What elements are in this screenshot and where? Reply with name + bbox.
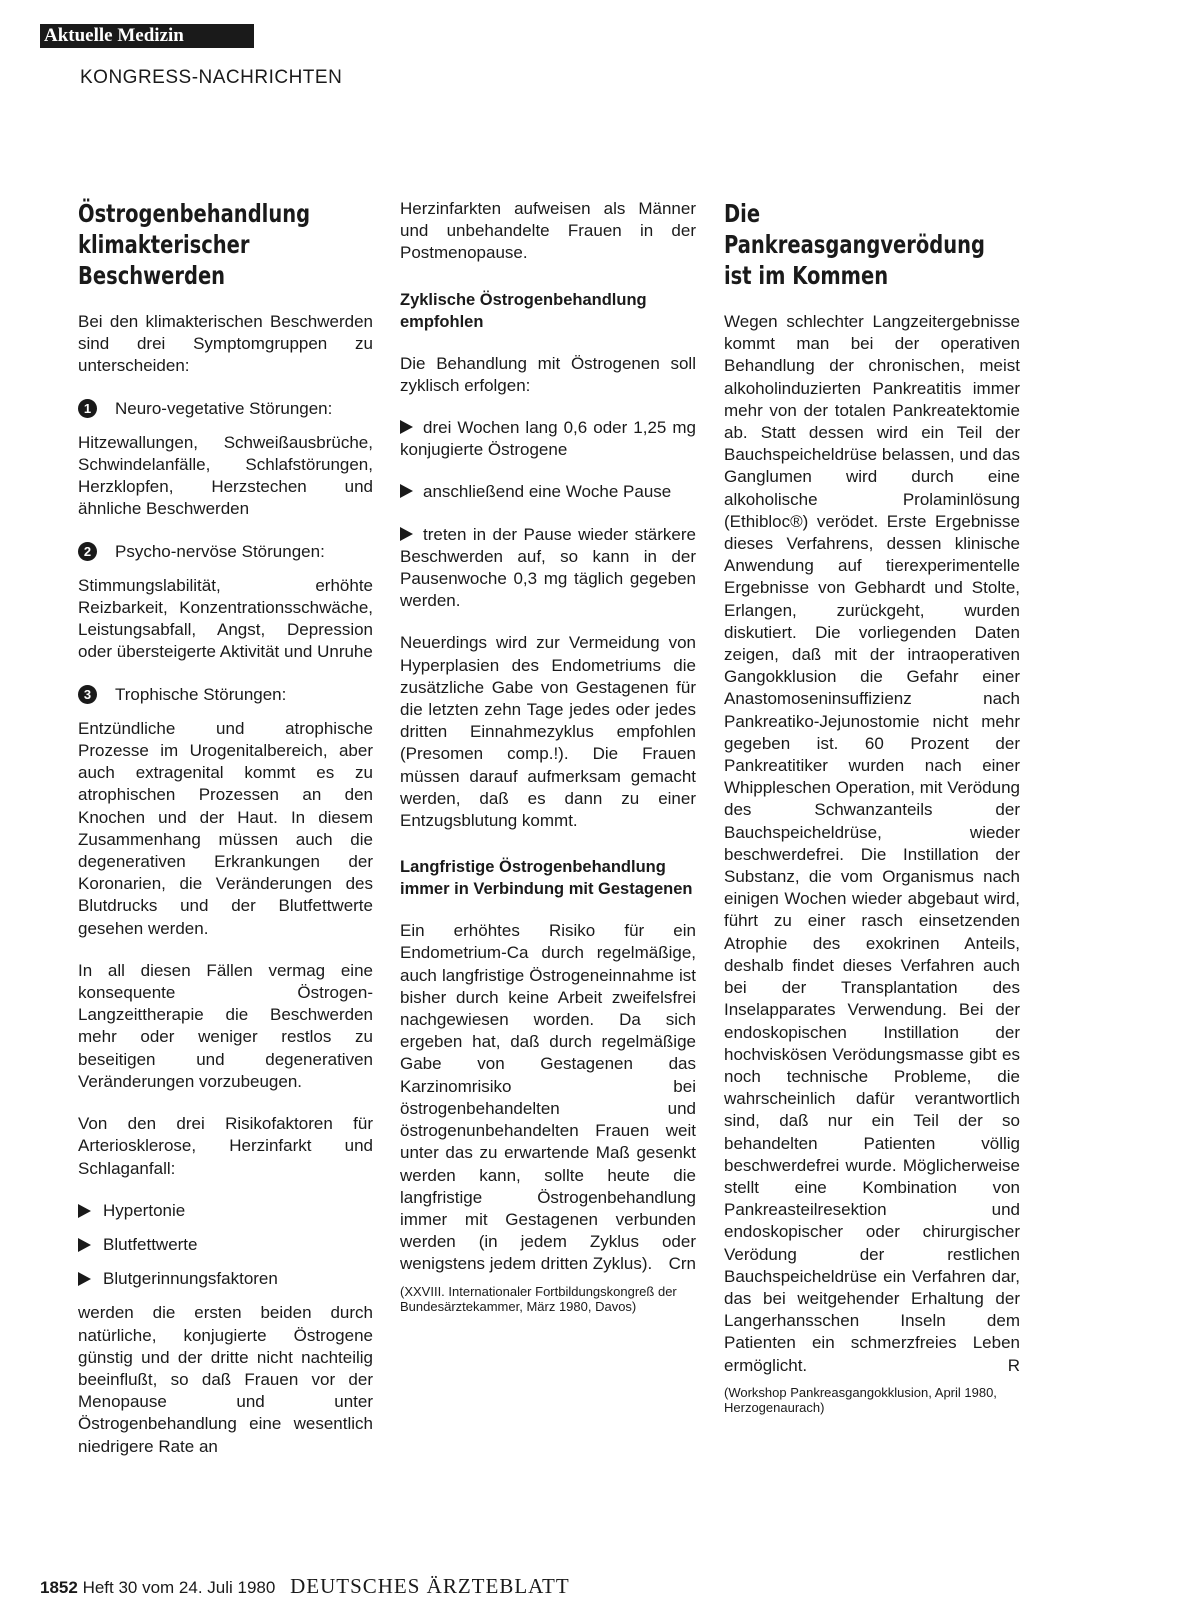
column-1 — [78, 198, 373, 1458]
triangle-bullet-icon — [78, 1238, 91, 1252]
article2-body — [724, 311, 1020, 1377]
triangle-bullet-icon — [400, 420, 413, 434]
symptom-group-text: Entzündliche und atrophische Prozesse im Urogenitalbereich, aber auch extragenital kommt es zu atrophischen Prozessen an den Knochen und der Haut. In diesem Zusammenhang müssen auch die degenerativen Erkrankungen der Koronarien, die Veränderungen des Blutdrucks und der Blutfettwerte gesehen werden. — [78, 718, 373, 938]
section-title: KONGRESS-NACHRICHTEN — [80, 67, 343, 88]
symptom-group-text: Hitzewallungen, Schweißausbrüche, Schwindelanfälle, Schlafstörungen, Herzklopfen, Herzstechen und ähnliche Beschwerden — [78, 432, 373, 519]
article1-paragraph — [400, 920, 696, 1275]
symptom-group-heading — [78, 398, 373, 420]
article2-title-line: ist im Kommen — [724, 261, 889, 290]
article1-paragraph: In all diesen Fällen vermag eine konsequente Östrogen-Langzeittherapie die Beschwerden mehr oder weniger restlos zu beseitigen und degenerativen Veränderungen vorzubeugen. — [78, 960, 373, 1091]
page-footer — [40, 1574, 570, 1599]
cycle-item-text: anschließend eine Woche Pause — [423, 482, 672, 502]
symptom-group-label: Psycho-nervöse Störungen: — [115, 541, 325, 561]
section-label: Aktuelle Medizin — [40, 24, 254, 48]
risk-item — [78, 1200, 373, 1222]
triangle-bullet-icon — [400, 527, 413, 541]
cycle-item-text: treten in der Pause wieder stärkere Beschwerden auf, so kann in der Pausenwoche 0,3 mg täglich gegeben werden. — [400, 524, 696, 611]
column-2 — [400, 198, 696, 1314]
article1-subheading: Zyklische Östrogenbehandlung empfohlen — [400, 290, 647, 331]
number-badge-icon: 2 — [78, 542, 97, 561]
article2-body-text: Wegen schlechter Langzeitergebnisse kommt man bei der operativen Behandlung der chronischen, meist alkoholinduzierten Pankreatitis immer mehr von der totalen Pankreatektomie ab. Statt dessen wird ein Teil der Bauchspeicheldrüse belassen, und das Ganglumen wird durch eine alkoholische Prolaminlösung (Ethibloc®) verödet. Erste Ergebnisse dieses Verfahrens, dessen klinische Anwendung auf tierexperimentelle Ergebnisse von Gebhardt und Stolte, Erlangen, zurückgeht, wurden diskutiert. Die vorliegenden Daten zeigen, daß mit der intraoperativen Gangokklusion die Gefahr einer Anastomoseninsuffizienz nach Pankreatiko-Jejunostomie nicht mehr gegeben ist. 60 Prozent der Pankreatitiker wurden nach einer Whippleschen Operation, mit Verödung des Schwanzanteils der Bauchspeicheldrüse, wieder beschwerdefrei. Die Instillation der Substanz, die vom Organismus nach einigen Wochen wieder abgebaut wird, führt zu einer rasch einsetzenden Atrophie des exokrinen Anteils, deshalb findet dieses Verfahren auch bei der Transplantation des Inselapparates Verwendung. Bei der endoskopischen Instillation der hochviskösen Verödungsmasse gibt es noch technische Probleme, die wahrscheinlich dafür verantwortlich sind, daß nur ein Teil der so behandelten Patienten völlig beschwerdefrei wurde. Möglicherweise stellt eine Kombination von Pankreasteilresektion und endoskopischer oder chirurgischer Verödung der restlichen Bauchspeicheldrüse ein Verfahren dar, das bei weitgehender Erhaltung der Langerhansschen Inseln dem Patienten ein schmerzfreies Leben ermöglicht. — [724, 312, 1020, 1375]
article2-title-line: Die — [724, 199, 761, 228]
cycle-item — [400, 417, 696, 461]
risk-item-label: Blutfettwerte — [103, 1234, 198, 1254]
symptom-group-heading — [78, 541, 373, 563]
cycle-item — [400, 524, 696, 613]
article1-title-line: Beschwerden — [78, 261, 226, 290]
journal-name: DEUTSCHES ÄRZTEBLATT — [290, 1574, 570, 1598]
article1-signature: Crn — [668, 1254, 696, 1274]
article1-paragraph: Neuerdings wird zur Vermeidung von Hyperplasien des Endometriums die zusätzliche Gabe von Gestagenen für die letzten zehn Tage jedes oder jedes dritten Einnahmezyklus empfohlen (Presomen comp.!). Die Frauen müssen darauf aufmerksam gemacht werden, daß es dann zu einer Entzugsblutung kommt. — [400, 633, 696, 831]
cycle-item-text: drei Wochen lang 0,6 oder 1,25 mg konjugierte Östrogene — [400, 418, 696, 460]
article1-title-line: Östrogenbehandlung — [78, 199, 311, 228]
triangle-bullet-icon — [400, 484, 413, 498]
article1-paragraph: Die Behandlung mit Östrogenen soll zyklisch erfolgen: — [400, 353, 696, 395]
article1-paragraph: werden die ersten beiden durch natürliche, konjugierte Östrogene günstig und der dritte nicht nachteilig beeinflußt, so daß Frauen vor der Menopause und unter Östrogenbehandlung eine wesentlich niedrigere Rate an — [78, 1303, 373, 1456]
article1-paragraph: Von den drei Risikofaktoren für Arteriosklerose, Herzinfarkt und Schlaganfall: — [78, 1114, 373, 1178]
symptom-group-heading — [78, 684, 373, 706]
risk-item-label: Hypertonie — [103, 1200, 186, 1220]
article1-title-line: klimakterischer — [78, 230, 250, 259]
article1-title — [78, 198, 390, 291]
article1-final-text: Ein erhöhtes Risiko für ein Endometrium-Ca durch regelmäßige, auch langfristige Östrogeneinnahme ist bisher durch keine Arbeit zweifelsfrei nachgewiesen worden. Da sich ergeben hat, daß durch regelmäßige Gabe von Gestagenen das Karzinomrisiko bei östrogenbehandelten und östrogenunbehandelten Frauen weit unter das zu erwartende Maß gesenkt werden kann, sollte heute die langfristige Östrogenbehandlung immer mit Gestagenen verbunden werden (in jedem Zyklus oder wenigstens jedem dritten Zyklus). — [400, 921, 696, 1274]
page-number: 1852 — [40, 1578, 78, 1597]
risk-item — [78, 1268, 373, 1290]
symptom-group-label: Neuro-vegetative Störungen: — [115, 398, 333, 418]
article1-intro: Bei den klimakterischen Beschwerden sind drei Symptomgruppen zu unterscheiden: — [78, 312, 373, 376]
article1-paragraph: Herzinfarkten aufweisen als Männer und unbehandelte Frauen in der Postmenopause. — [400, 199, 696, 263]
article2-signature: R — [1007, 1355, 1020, 1375]
number-badge-icon: 1 — [78, 399, 97, 418]
article2-title — [724, 198, 1036, 291]
triangle-bullet-icon — [78, 1204, 91, 1218]
column-3 — [724, 198, 1020, 1415]
article1-source: (XXVIII. Internationaler Fortbildungskongreß der Bundesärztekammer, März 1980, Davos) — [400, 1283, 677, 1314]
risk-item — [78, 1234, 373, 1256]
triangle-bullet-icon — [78, 1272, 91, 1286]
article2-source: (Workshop Pankreasgangokklusion, April 1980, Herzogenaurach) — [724, 1384, 997, 1415]
article2-title-line: Pankreasgangverödung — [724, 230, 985, 259]
number-badge-icon: 3 — [78, 685, 97, 704]
article1-subheading: Langfristige Östrogenbehandlung immer in Verbindung mit Gestagenen — [400, 858, 693, 899]
issue-info: Heft 30 vom 24. Juli 1980 — [82, 1578, 276, 1597]
symptom-group-text: Stimmungslabilität, erhöhte Reizbarkeit, Konzentrationsschwäche, Leistungsabfall, Angst, Depression oder übersteigerte Aktivität und Unruhe — [78, 575, 373, 662]
risk-item-label: Blutgerinnungsfaktoren — [103, 1269, 278, 1289]
cycle-item — [400, 481, 696, 503]
symptom-group-label: Trophische Störungen: — [115, 684, 287, 704]
